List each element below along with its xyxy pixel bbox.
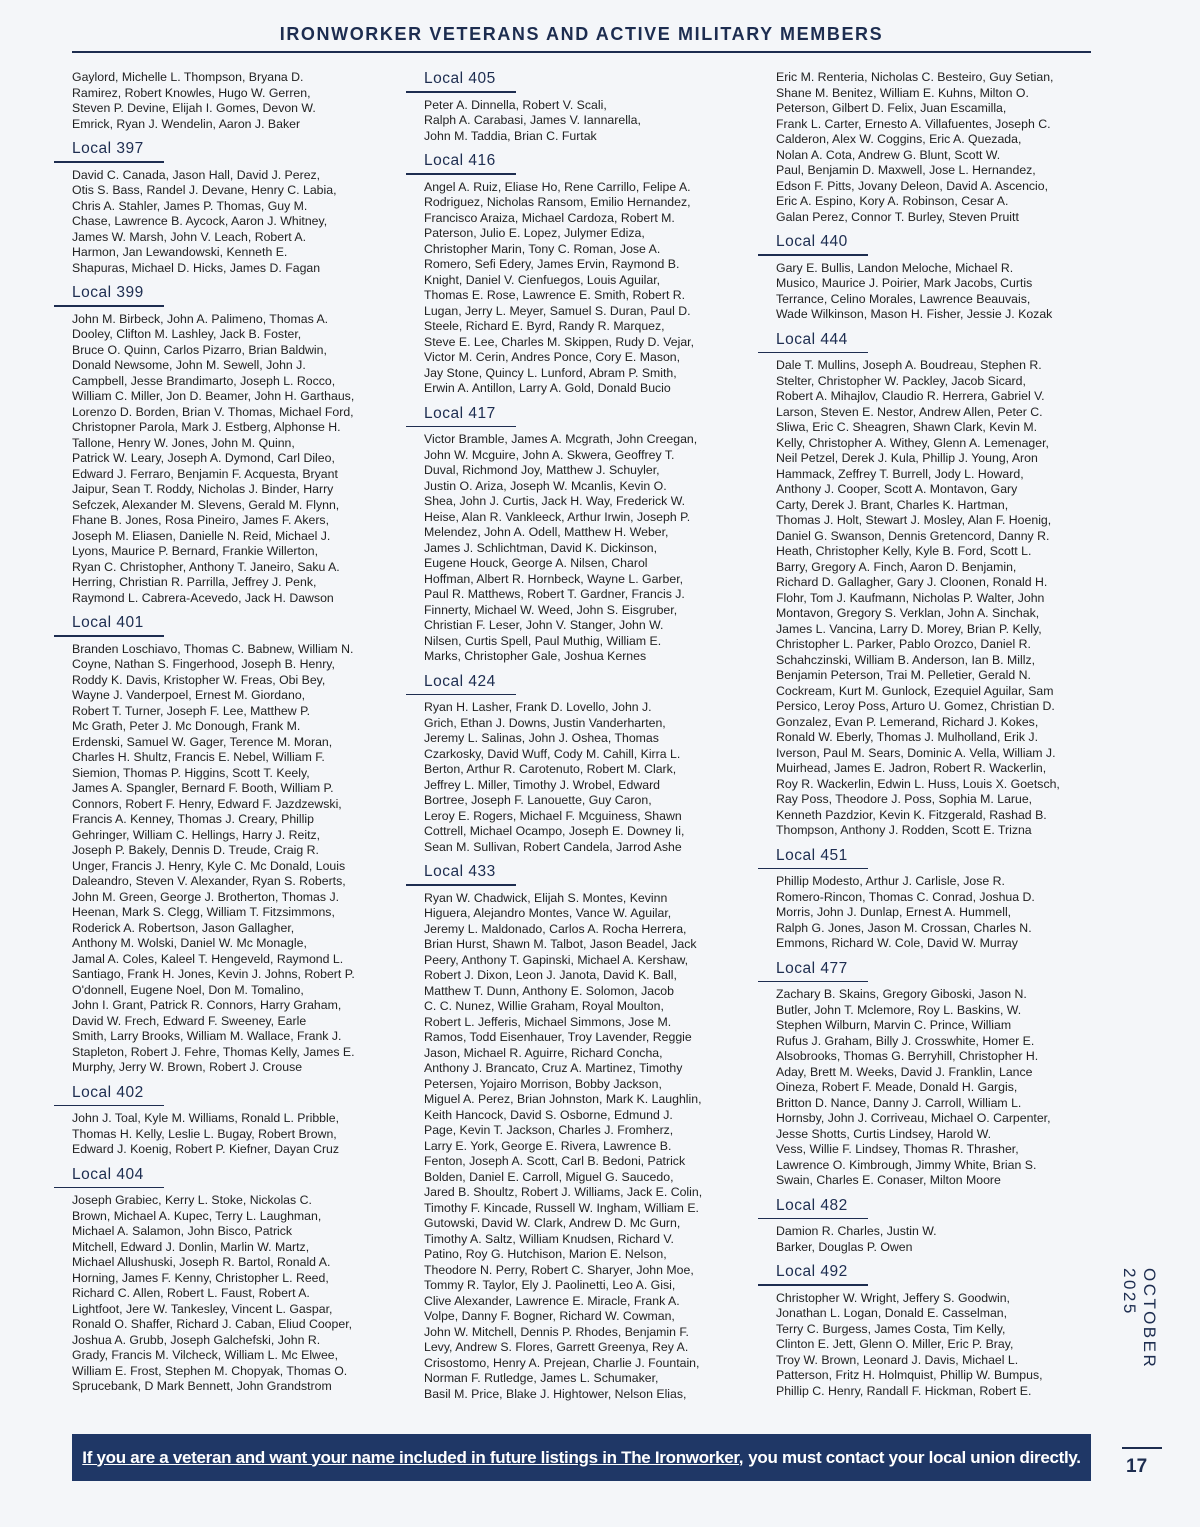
local-section bbox=[424, 405, 754, 665]
local-heading-rule bbox=[406, 884, 516, 886]
local-heading: Local 402 bbox=[72, 1083, 144, 1101]
issue-date: OCTOBER 2025 bbox=[1120, 1268, 1159, 1370]
local-heading: Local 397 bbox=[72, 140, 144, 157]
member-names: Christopher W. Wright, Jeffery S. Goodwin, Jonathan L. Logan, Donald E. Casselman, Terry C. Burgess, James Costa, Tim Kelly, Clinton E. Jett, Glenn O. Miller, Eric P. Bray, Troy W. Brown, Leonard J. Davis, Michael L. Patterson, Fritz H. Holmquist, Phillip W. Bumpus, Phillip C. Henry, Randall F. Hickman, Robert E. bbox=[776, 1290, 1043, 1398]
local-heading: Local 440 bbox=[776, 233, 848, 250]
local-heading: Local 477 bbox=[776, 959, 848, 977]
column-2 bbox=[424, 70, 754, 1410]
local-heading: Local 405 bbox=[424, 70, 496, 87]
local-heading-rule bbox=[758, 254, 868, 256]
local-heading-rule bbox=[54, 1105, 164, 1107]
local-heading-rule bbox=[406, 426, 516, 428]
local-heading: Local 404 bbox=[72, 1165, 144, 1183]
local-heading: Local 492 bbox=[776, 1263, 848, 1280]
member-names: John J. Toal, Kyle M. Williams, Ronald L. Pribble, Thomas H. Kelly, Leslie L. Bugay, Robert Brown, Edward J. Koenig, Robert P. Kiefner, Dayan Cruz bbox=[72, 1111, 340, 1156]
member-names: Branden Loschiavo, Thomas C. Babnew, William N. Coyne, Nathan S. Fingerhood, Joseph B. Henry, Roddy K. Davis, Kristopher W. Freas, Obi Bey, Wayne J. Vanderpoel, Ernest M. Giordano, Robert T. Turner, Joseph F. Lee, Matthew P. Mc Grath, Peter J. Mc Donough, Frank M. Erdenski, Samuel W. Gager, Terence M. Moran, Charles H. Shultz, Francis E. Nebel, William F. Siemion, Thomas P. Higgins, Scott T. Keely, James A. Spangler, Bernard F. Booth, William P. Connors, Robert F. Henry, Edward F. Jazdzewski, Francis A. Kenney, Thomas J. Creary, Phillip Gehringer, William C. Hellings, Harry J. Reitz, Joseph P. Bakely, Dennis D. Treude, Craig R. Unger, Francis J. Henry, Kyle C. Mc Donald, Louis Daleandro, Steven V. Alexander, Ryan S. Roberts, John M. Green, George J. Brotherton, Thomas J. Heenan, Mark S. Clegg, William T. Fitzsimmons, Roderick A. Robertson, Jason Gallagher, Anthony M. Wolski, Daniel W. Mc Monagle, Jamal A. Coles, Kaleel T. Hengeveld, Raymond L. Santiago, Frank H. Jones, Kevin J. Johns, Robert P. O'donnell, Eugene Noel, Don M. Tomalino, John I. Grant, Patrick R. Connors, Harry Graham, David W. Frech, Edward F. Sweeney, Earle Smith, Larry Brooks, William M. Wallace, Frank J. Stapleton, Robert J. Fehre, Thomas Kelly, James E. Murphy, Jerry W. Brown, Robert J. Crouse bbox=[72, 641, 355, 1074]
member-names: Angel A. Ruiz, Eliase Ho, Rene Carrillo, Felipe A. Rodriguez, Nicholas Ransom, Emilio Hernandez, Francisco Araiza, Michael Cardoza, Robert M. Paterson, Julio E. Lopez, Julymer Ediza, Christopher Marin, Tony C. Roman, Jose A. Romero, Sefi Edery, James Ervin, Raymond B. Knight, Daniel V. Cienfuegos, Louis Aguilar, Thomas E. Rose, Lawrence E. Smith, Robert R. Lugan, Jerry L. Meyer, Samuel S. Duran, Paul D. Steele, Richard E. Byrd, Randy R. Marquez, Steve E. Lee, Charles M. Skippen, Rudy D. Vejar, Victor M. Cerin, Andres Ponce, Cory E. Mason, Jay Stone, Quincy L. Lunford, Abram P. Smith, Erwin A. Antillon, Larry A. Gold, Donald Bucio bbox=[424, 179, 694, 395]
member-names: John M. Birbeck, John A. Palimeno, Thomas A. Dooley, Clifton M. Lashley, Jack B. Foster, Bruce O. Quinn, Carlos Pizarro, Brian Baldwin, Donald Newsome, John M. Sewell, John J. Campbell, Jesse Brandimarto, Joseph L. Rocco, William C. Miller, Jon D. Beamer, John H. Garthaus, Lorenzo D. Borden, Brian V. Thomas, Michael Ford, Christopner Parola, Mark J. Estberg, Alphonse H. Tallone, Henry W. Jones, John M. Quinn, Patrick W. Leary, Joseph A. Dymond, Carl Dileo, Edward J. Ferraro, Benjamin F. Acquesta, Bryant Jaipur, Sean T. Roddy, Nicholas J. Binder, Harry Sefczek, Alexander M. Slevens, Gerald M. Flynn, Fhane B. Jones, Rosa Pineiro, James F. Akers, Joseph M. Eliasen, Danielle N. Reid, Michael J. Lyons, Maurice P. Bernard, Frankie Willerton, Ryan C. Christopher, Anthony T. Janeiro, Saku A. Herring, Christian R. Parrilla, Jeffrey J. Penk, Raymond L. Cabrera-Acevedo, Jack H. Dawson bbox=[72, 311, 355, 605]
local-section bbox=[776, 233, 1106, 323]
member-names: Gaylord, Michelle L. Thompson, Bryana D. Ramirez, Robert Knowles, Hugo W. Gerren, Steven P. Devine, Elijah I. Gomes, Devon W. Emrick, Ryan J. Wendelin, Aaron J. Baker bbox=[72, 70, 316, 131]
local-section bbox=[776, 847, 1106, 952]
local-heading-rule bbox=[54, 305, 164, 307]
local-heading-rule bbox=[758, 1218, 868, 1220]
local-heading-rule bbox=[758, 352, 868, 354]
member-names: Victor Bramble, James A. Mcgrath, John Creegan, John W. Mcguire, John A. Skwera, Geoffrey T. Duval, Richmond Joy, Matthew J. Schuyler, Justin O. Ariza, Joseph W. Mcanlis, Kevin O. Shea, John J. Curtis, Jack H. Way, Frederick W. Heise, Alan R. Vankleeck, Arthur Irwin, Joseph P. Melendez, John A. Odell, Matthew H. Weber, James J. Schlichtman, David K. Dickinson, Eugene Houck, George A. Nilsen, Charol Hoffman, Albert R. Hornbeck, Wayne L. Garber, Paul R. Matthews, Robert T. Gardner, Francis J. Finnerty, Michael W. Weed, John S. Eisgruber, Christian F. Leser, John V. Stanger, John W. Nilsen, Curtis Spell, Paul Muthig, William E. Marks, Christopher Gale, Joshua Kernes bbox=[424, 432, 698, 663]
local-heading-rule bbox=[54, 635, 164, 637]
page-number-divider bbox=[1122, 1447, 1162, 1449]
page-number: 17 bbox=[1126, 1456, 1148, 1477]
veteran-notice-text: you must contact your local union directly. bbox=[748, 1447, 1081, 1467]
local-heading-rule bbox=[406, 173, 516, 175]
veteran-notice-link[interactable]: If you are a veteran and want your name included in future listings in The Ironworker, bbox=[82, 1447, 744, 1467]
local-heading: Local 482 bbox=[776, 1196, 848, 1214]
member-names: Joseph Grabiec, Kerry L. Stoke, Nickolas C. Brown, Michael A. Kupec, Terry L. Laughman, Michael A. Salamon, John Bisco, Patrick Mitchell, Edward J. Donlin, Marlin W. Martz, Michael Allushuski, Joseph R. Bartol, Ronald A. Horning, James F. Kenny, Christopher L. Reed, Richard C. Allen, Robert L. Faust, Robert A. Lightfoot, Jere W. Tankesley, Vincent L. Gaspar, Ronald O. Shaffer, Richard J. Caban, Eliud Cooper, Joshua A. Grubb, Joseph Galchefski, John R. Grady, Francis M. Vilcheck, William L. Mc Elwee, William E. Frost, Stephen M. Chopyak, Thomas O. Sprucebank, D Mark Bennett, John Grandstrom bbox=[72, 1193, 353, 1393]
member-names: Eric M. Renteria, Nicholas C. Besteiro, Guy Setian, Shane M. Benitez, William E. Kuhns, Milton O. Peterson, Gilbert D. Felix, Juan Escamilla, Frank L. Carter, Ernesto A. Villafuentes, Joseph C. Calderon, Alex W. Coggins, Eric A. Quezada, Nolan A. Cota, Andrew G. Blunt, Scott W. Paul, Benjamin D. Maxwell, Jose L. Hernandez, Edson F. Pitts, Jovany Deleon, David A. Ascencio, Eric A. Espino, Kory A. Robinson, Cesar A. Galan Perez, Connor T. Burley, Steven Pruitt bbox=[776, 70, 1054, 224]
local-heading: Local 416 bbox=[424, 152, 496, 169]
local-section bbox=[776, 1197, 1106, 1256]
veteran-notice-banner bbox=[72, 1434, 1091, 1481]
continued-section bbox=[72, 70, 402, 132]
member-names: Phillip Modesto, Arthur J. Carlisle, Jose R. Romero-Rincon, Thomas C. Conrad, Joshua D. Morris, John J. Dunlap, Ernest A. Hummell, Ralph G. Jones, Jason M. Crossan, Charles N. Emmons, Richard W. Cole, David W. Murray bbox=[776, 874, 1035, 950]
local-heading: Local 444 bbox=[776, 330, 848, 348]
local-section bbox=[776, 1263, 1106, 1399]
local-heading-rule bbox=[758, 1284, 868, 1286]
member-names: Dale T. Mullins, Joseph A. Boudreau, Stephen R. Stelter, Christopher W. Packley, Jacob Sicard, Robert A. Mihajlov, Claudio R. Herrera, Gabriel V. Larson, Steven E. Nestor, Andrew Allen, Peter C. Sliwa, Eric C. Sheagren, Shawn Clark, Kevin M. Kelly, Christopher A. Withey, Glenn A. Lemenager, Neil Petzel, Derek J. Kula, Phillip J. Young, Aron Hammack, Zeffrey T. Burrell, Jody L. Howard, Anthony J. Cooper, Scott A. Montavon, Gary Carty, Derek J. Brant, Charles K. Hartman, Thomas J. Holt, Stewart J. Mosley, Alan F. Hoenig, Daniel G. Swanson, Dennis Gretencord, Danny R. Heath, Christopher Kelly, Kyle B. Ford, Scott L. Barry, Gregory A. Finch, Aaron D. Benjamin, Richard D. Gallagher, Gary J. Cloonen, Ronald H. Flohr, Tom J. Kaufmann, Nicholas P. Walter, John Montavon, Gregory S. Verklan, John A. Sinchak, James L. Vancina, Larry D. Morey, Brian P. Kelly, Christopher L. Parker, Pablo Orozco, Daniel R. Schahczinski, William B. Anderson, Ian B. Millz, Benjamin Peterson, Trai M. Pelletier, Gerald N. Cockream, Kurt M. Gunlock, Ezequiel Aguilar, Sam Persico, Leroy Poss, Arturo U. Gomez, Christian D. Gonzalez, Evan P. Lemerand, Richard J. Kokes, Ronald W. Eberly, Thomas J. Mulholland, Erik J. Iverson, Paul M. Sears, Dominic A. Vella, William J. Muirhead, James E. Jadron, Robert R. Wackerlin, Roy R. Wackerlin, Edwin L. Huss, Louis X. Goetsch, Ray Poss, Theodore J. Poss, Sophia M. Larue, Kenneth Pazdzior, Kevin K. Fitzgerald, Rashad B. Thompson, Anthony J. Rodden, Scott E. Trizna bbox=[776, 358, 1060, 837]
local-heading-rule bbox=[54, 1187, 164, 1189]
local-section bbox=[72, 140, 402, 276]
continued-section bbox=[776, 70, 1106, 225]
member-names: Gary E. Bullis, Landon Meloche, Michael R. Musico, Maurice J. Poirier, Mark Jacobs, Curtis Terrance, Celino Morales, Lawrence Beauvais, Wade Wilkinson, Mason H. Fisher, Jessie J. Kozak bbox=[776, 260, 1053, 321]
local-heading: Local 417 bbox=[424, 404, 496, 422]
local-heading: Local 433 bbox=[424, 863, 496, 880]
local-heading: Local 401 bbox=[72, 614, 144, 631]
column-1 bbox=[72, 70, 402, 1403]
column-3 bbox=[776, 70, 1106, 1407]
page-title: IRONWORKER VETERANS AND ACTIVE MILITARY MEMBERS bbox=[279, 24, 884, 44]
member-names: Peter A. Dinnella, Robert V. Scali, Ralph A. Carabasi, James V. Iannarella, John M. Taddia, Brian C. Furtak bbox=[424, 97, 641, 143]
local-section bbox=[424, 673, 754, 856]
local-section bbox=[776, 960, 1106, 1189]
local-heading: Local 424 bbox=[424, 672, 496, 690]
local-section bbox=[424, 70, 754, 144]
member-names: Ryan H. Lasher, Frank D. Lovello, John J. Grich, Ethan J. Downs, Justin Vanderharten, Jeremy L. Salinas, John J. Oshea, Thomas Czarkosky, David Wuff, Cody M. Cahill, Kirra L. Berton, Arthur R. Carotenuto, Robert M. Clark, Jeffrey L. Miller, Timothy J. Wrobel, Edward Bortree, Joseph F. Lanouette, Guy Caron, Leroy E. Rogers, Michael F. Mcguiness, Shawn Cottrell, Michael Ocampo, Joseph E. Downey Ii, Sean M. Sullivan, Robert Candela, Jarrod Ashe bbox=[424, 700, 685, 854]
local-section bbox=[72, 1166, 402, 1395]
local-heading: Local 451 bbox=[776, 846, 848, 864]
member-names: Ryan W. Chadwick, Elijah S. Montes, Kevinn Higuera, Alejandro Montes, Vance W. Aguilar, Jeremy L. Maldonado, Carlos A. Rocha Herrera, Brian Hurst, Shawn M. Talbot, Jason Beadel, Jack Peery, Anthony T. Gapinski, Michael A. Kershaw, Robert J. Dixon, Leon J. Janota, David K. Ball, Matthew T. Dunn, Anthony E. Solomon, Jacob C. C. Nunez, Willie Graham, Royal Moulton, Robert L. Jefferis, Michael Simmons, Jose M. Ramos, Todd Eisenhauer, Troy Lavender, Reggie Jason, Michael R. Aguirre, Richard Concha, Anthony J. Brancato, Cruz A. Martinez, Timothy Petersen, Yojairo Morrison, Bobby Jackson, Miguel A. Perez, Brian Johnston, Mark K. Laughlin, Keith Hancock, David S. Osborne, Edmund J. Page, Kevin T. Jackson, Charles J. Fromherz, Larry E. York, George E. Rivera, Lawrence B. Fenton, Joseph A. Scott, Carl B. Bedoni, Patrick Bolden, Daniel E. Carroll, Miguel G. Saucedo, Jared B. Shoultz, Robert J. Williams, Jack E. Colin, Timothy F. Kincade, Russell W. Ingham, William E. Gutowski, David W. Clark, Andrew D. Mc Gurn, Timothy A. Saltz, William Knudsen, Richard V. Patino, Roy G. Hutchison, Marion E. Nelson, Theodore N. Perry, Robert C. Sharyer, John Moe, Tommy R. Taylor, Ely J. Paolinetti, Leo A. Gisi, Clive Alexander, Lawrence E. Miracle, Frank A. Volpe, Danny F. Bogner, Richard W. Cowman, John W. Mitchell, Dennis P. Rhodes, Benjamin F. Levy, Andrew S. Flores, Garrett Greenya, Rey A. Crisostomo, Henry A. Prejean, Charlie J. Fountain, Norman F. Rutledge, James L. Schumaker, Basil M. Price, Blake J. Hightower, Nelson Elias, bbox=[424, 890, 703, 1401]
local-heading: Local 399 bbox=[72, 284, 144, 301]
local-section bbox=[72, 1084, 402, 1158]
member-names: Zachary B. Skains, Gregory Giboski, Jason N. Butler, John T. Mclemore, Roy L. Baskins, W. Stephen Wilburn, Marvin C. Prince, William Rufus J. Graham, Billy J. Crosswhite, Homer E. Alsobrooks, Thomas G. Berryhill, Christopher H. Aday, Brett M. Weeks, David J. Franklin, Lance Oineza, Robert F. Meade, Donald H. Gargis, Britton D. Nance, Danny J. Carroll, William L. Hornsby, John J. Corriveau, Michael O. Carpenter, Jesse Shotts, Curtis Lindsey, Harold W. Vess, Willie F. Lindsey, Thomas R. Thrasher, Lawrence O. Kimbrough, Jimmy White, Brian S. Swain, Charles E. Conaser, Milton Moore bbox=[776, 987, 1051, 1187]
member-names: Damion R. Charles, Justin W. Barker, Douglas P. Owen bbox=[776, 1224, 937, 1254]
local-heading-rule bbox=[54, 161, 164, 163]
local-heading-rule bbox=[758, 981, 868, 983]
local-heading-rule bbox=[406, 91, 516, 93]
local-section bbox=[424, 152, 754, 397]
local-section bbox=[424, 863, 754, 1402]
local-section bbox=[72, 284, 402, 606]
local-heading-rule bbox=[758, 868, 868, 870]
member-names: David C. Canada, Jason Hall, David J. Perez, Otis S. Bass, Randel J. Devane, Henry C. Labia, Chris A. Stahler, James P. Thomas, Guy M. Chase, Lawrence B. Aycock, Aaron J. Whitney, James W. Marsh, John V. Leach, Robert A. Harmon, Jan Lewandowski, Kenneth E. Shapuras, Michael D. Hicks, James D. Fagan bbox=[72, 167, 337, 275]
local-section bbox=[72, 614, 402, 1076]
local-heading-rule bbox=[406, 694, 516, 696]
local-section bbox=[776, 331, 1106, 839]
title-divider bbox=[72, 51, 1091, 53]
